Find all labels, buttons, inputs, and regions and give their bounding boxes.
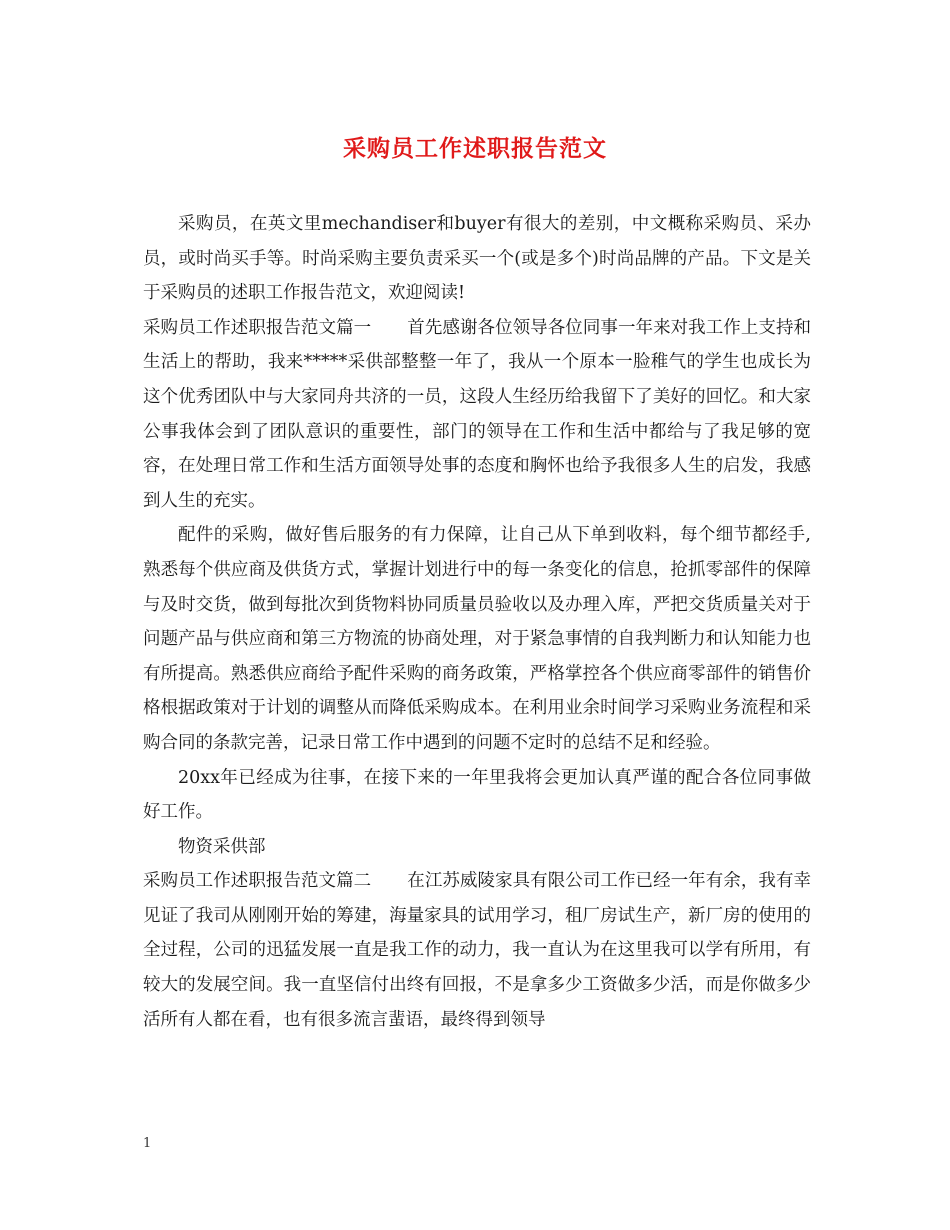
section2-heading: 采购员工作述职报告范文篇二 xyxy=(143,871,372,892)
page-number: 1 xyxy=(143,1136,152,1151)
section1-paragraph-2: 配件的采购，做好售后服务的有力保障，让自己从下单到收料，每个细节都经手,熟悉每个供应商及供货方式，掌握计划进行中的每一条变化的信息，抢抓零部件的保障与及时交货，做到每批次到货物料协同质量员验收以及办理入库，严把交货质量关对于问题产品与供应商和第三方物流的协商处理，对于紧急事情的自我判断力和认知能力也有所提高。熟悉供应商给予配件采购的商务政策，严格掌控各个供应商零部件的销售价格根据政策对于计划的调整从而降低采购成本。在利用业余时间学习采购业务流程和采购合同的条款完善，记录日常工作中遇到的问题不定时的总结不足和经验。 xyxy=(143,525,811,753)
document-body xyxy=(143,207,811,1037)
section2-paragraph-1 xyxy=(143,864,811,1037)
document-title: 采购员工作述职报告范文 xyxy=(343,135,607,162)
intro-paragraph: 采购员，在英文里mechandiser和buyer有很大的差别，中文概称采购员、采办员，或时尚买手等。时尚采购主要负责采买一个(或是多个)时尚品牌的产品。下文是关于采购员的述职工作报告范文，欢迎阅读! xyxy=(143,214,811,304)
section2-text-1: 在江苏威陵家具有限公司工作已经一年有余，我有幸见证了我司从刚刚开始的筹建，海量家具的试用学习，租厂房试生产，新厂房的使用的全过程，公司的迅猛发展一直是我工作的动力，我一直认为在这里我可以学有所用，有较大的发展空间。我一直坚信付出终有回报，不是拿多少工资做多少活，而是你做多少活所有人都在看，也有很多流言蜚语，最终得到领导 xyxy=(143,871,812,1030)
section1-text-1: 首先感谢各位领导各位同事一年来对我工作上支持和生活上的帮助，我来*****采供部整整一年了，我从一个原本一脸稚气的学生也成长为这个优秀团队中与大家同舟共济的一员，这段人生经历给我留下了美好的回忆。和大家公事我体会到了团队意识的重要性，部门的领导在工作和生活中都给与了我足够的宽容，在处理日常工作和生活方面领导处事的态度和胸怀也给予我很多人生的启发，我感到人生的充实。 xyxy=(143,317,812,511)
section1-signature: 物资采供部 xyxy=(178,836,266,857)
section1-paragraph-1 xyxy=(143,311,811,519)
section1-paragraph-3: 20xx年已经成为往事，在接下来的一年里我将会更加认真严谨的配合各位同事做好工作。 xyxy=(143,767,811,823)
section1-heading: 采购员工作述职报告范文篇一 xyxy=(143,317,372,338)
